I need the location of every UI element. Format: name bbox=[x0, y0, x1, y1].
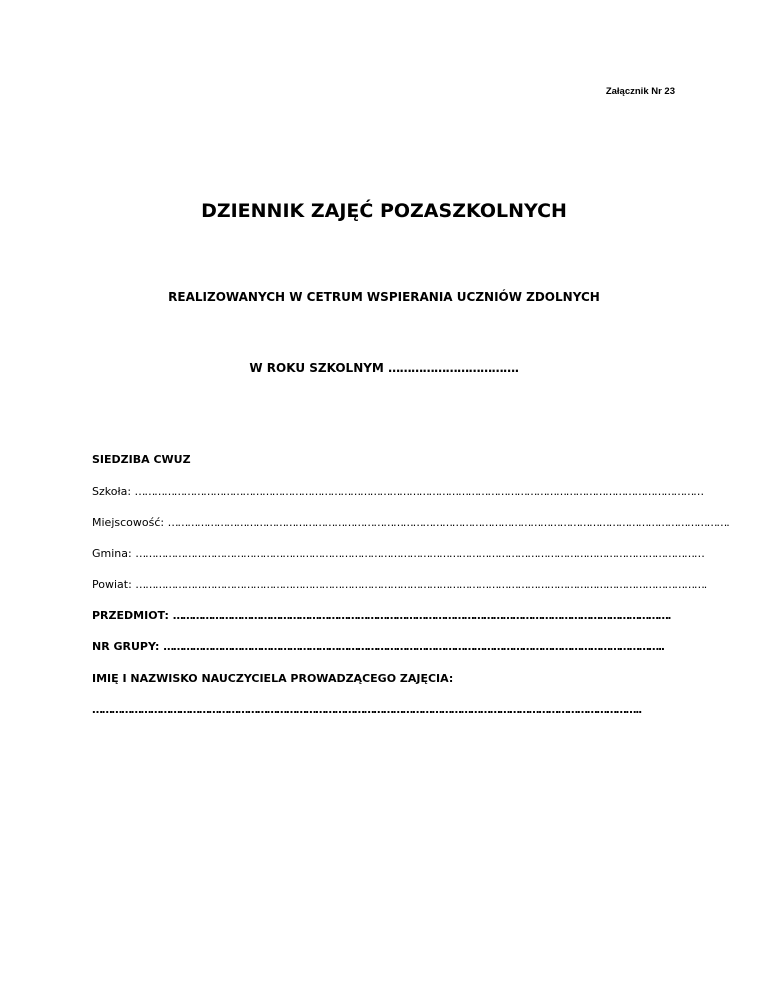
field-blank: ………………………………………………………………………………………………………………………………………………………. bbox=[167, 516, 729, 529]
field-blank: …………………………………………………………………………………………………………………………………………………………. bbox=[135, 578, 706, 591]
section-heading: SIEDZIBA CWUZ bbox=[92, 453, 191, 466]
field-line-gmina bbox=[92, 546, 704, 562]
school-year-line bbox=[0, 361, 768, 375]
field-label: Gmina: bbox=[92, 547, 132, 560]
field-line-powiat bbox=[92, 577, 706, 593]
field-label: Powiat: bbox=[92, 578, 132, 591]
field-label: Miejscowość: bbox=[92, 516, 165, 529]
annex-label: Załącznik Nr 23 bbox=[605, 86, 675, 97]
document-title: DZIENNIK ZAJĘĆ POZASZKOLNYCH bbox=[201, 200, 567, 222]
field-blank: ……………………………………………………………………………………………………………………………………….. bbox=[163, 640, 664, 653]
field-blank: ………………………………………………………………………………………………………………………………………………………… bbox=[135, 547, 704, 560]
field-line-nauczyciel-blank bbox=[92, 702, 672, 718]
field-blank: ………………………………………………………………………………………………………………………………………. bbox=[172, 609, 671, 622]
field-blank: ………………………………………………………………………………………………………………………………………………………… bbox=[134, 485, 703, 498]
field-line-przedmiot bbox=[92, 608, 672, 624]
field-line-nauczyciel-label bbox=[92, 671, 672, 687]
field-label: NR GRUPY: bbox=[92, 640, 160, 653]
field-line-nr-grupy bbox=[92, 639, 672, 655]
school-year-blank: ……………………………. bbox=[388, 361, 519, 375]
document-subtitle: REALIZOWANYCH W CETRUM WSPIERANIA UCZNIÓW ZDOLNYCH bbox=[168, 290, 600, 304]
field-label: Szkoła: bbox=[92, 485, 132, 498]
field-label: PRZEDMIOT: bbox=[92, 609, 169, 622]
school-year-label: W ROKU SZKOLNYM bbox=[249, 361, 384, 375]
field-label: IMIĘ I NAZWISKO NAUCZYCIELA PROWADZĄCEGO ZAJĘCIA: bbox=[92, 672, 454, 685]
field-line-szkola bbox=[92, 484, 703, 500]
field-blank: …………………………………………………………………………………………………………………………………………………….. bbox=[92, 703, 641, 716]
field-line-miejscowosc bbox=[92, 515, 729, 531]
